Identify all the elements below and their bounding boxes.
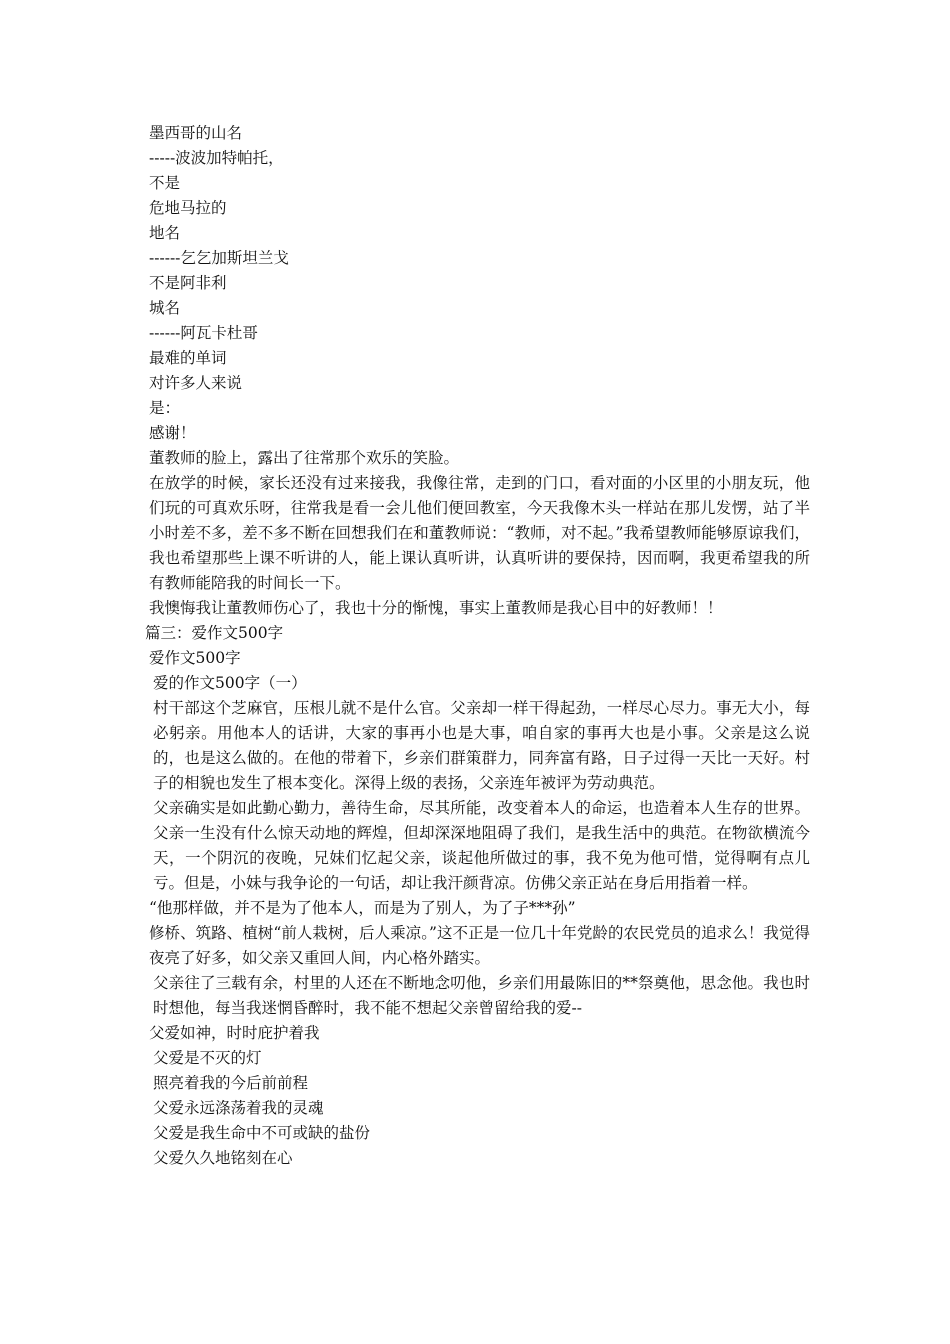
document-paragraph: 修桥、筑路、植树“前人栽树，后人乘凉。”这不正是一位几十年党龄的农民党员的追求么！我觉得夜亮了好多，如父亲又重回人间，内心格外踏实。 xyxy=(149,924,810,967)
document-paragraph: 父亲往了三载有余，村里的人还在不断地念叨他，乡亲们用最陈旧的**祭奠他，思念他。我也时时想他，每当我迷惘昏醉时，我不能不想起父亲曾留给我的爱-- xyxy=(153,974,810,1017)
document-paragraph: 董教师的脸上，露出了往常那个欢乐的笑脸。 xyxy=(149,449,460,467)
document-paragraph: 危地马拉的 xyxy=(149,199,227,217)
document-paragraph: 父爱是不灭的灯 xyxy=(153,1049,262,1067)
document-paragraph: 地名 xyxy=(149,224,181,242)
document-paragraph: 城名 xyxy=(149,299,181,317)
document-paragraph: 爱的作文500字（一） xyxy=(153,674,307,692)
document-paragraph: ------阿瓦卡杜哥 xyxy=(149,324,258,342)
document-paragraph: 最难的单词 xyxy=(149,349,227,367)
document-paragraph: 父爱永远涤荡着我的灵魂 xyxy=(153,1099,324,1117)
document-paragraph: 照亮着我的今后前前程 xyxy=(153,1074,309,1092)
document-paragraph: 篇三：爱作文500字 xyxy=(145,624,284,642)
document-body xyxy=(145,121,810,1171)
document-paragraph: 是： xyxy=(149,399,181,417)
document-paragraph: 父爱如神，时时庇护着我 xyxy=(149,1024,320,1042)
document-paragraph: 在放学的时候，家长还没有过来接我，我像往常，走到的门口，看对面的小区里的小朋友玩，他们玩的可真欢乐呀，往常我是看一会儿他们便回教室，今天我像木头一样站在那儿发愣，站了半小时差不多，差不多不断在回想我们在和董教师说：“教师，对不起。”我希望教师能够原谅我们，我也希望那些上课不听讲的人，能上课认真听讲，认真听讲的要保持，因而啊，我更希望我的所有教师能陪我的时间长一下。 xyxy=(149,474,810,592)
document-paragraph: 不是阿非利 xyxy=(149,274,227,292)
document-paragraph: 不是 xyxy=(149,174,181,192)
document-paragraph: 父亲确实是如此勤心勤力，善待生命，尽其所能，改变着本人的命运，也造着本人生存的世界。父亲一生没有什么惊天动地的辉煌，但却深深地阻碍了我们，是我生活中的典范。在物欲横流今天，一个阴沉的夜晚，兄妹们忆起父亲，谈起他所做过的事，我不免为他可惜，觉得啊有点儿亏。但是，小妹与我争论的一句话，却让我汗颜背凉。仿佛父亲正站在身后用指着一样。 xyxy=(153,799,810,892)
document-paragraph: 对许多人来说 xyxy=(149,374,243,392)
document-paragraph: ------乞乞加斯坦兰戈 xyxy=(149,249,289,267)
document-paragraph: 村干部这个芝麻官，压根儿就不是什么官。父亲却一样干得起劲，一样尽心尽力。事无大小，每必躬亲。用他本人的话讲，大家的事再小也是大事，咱自家的事再大也是小事。父亲是这么说的，也是这么做的。在他的带着下，乡亲们群策群力，同奔富有路，日子过得一天比一天好。村子的相貌也发生了根本变化。深得上级的表扬，父亲连年被评为劳动典范。 xyxy=(153,699,810,792)
document-paragraph: 父爱久久地铭刻在心 xyxy=(153,1149,293,1167)
document-paragraph: 感谢！ xyxy=(149,424,196,442)
document-paragraph: 墨西哥的山名 xyxy=(149,124,243,142)
document-paragraph: 我懊悔我让董教师伤心了，我也十分的惭愧，事实上董教师是我心目中的好教师！！ xyxy=(149,599,723,617)
document-paragraph: 父爱是我生命中不可或缺的盐份 xyxy=(153,1124,371,1142)
document-paragraph: “他那样做，并不是为了他本人，而是为了别人，为了子***孙” xyxy=(149,899,576,917)
document-paragraph: -----波波加特帕托， xyxy=(149,149,284,167)
document-paragraph: 爱作文500字 xyxy=(149,649,241,667)
